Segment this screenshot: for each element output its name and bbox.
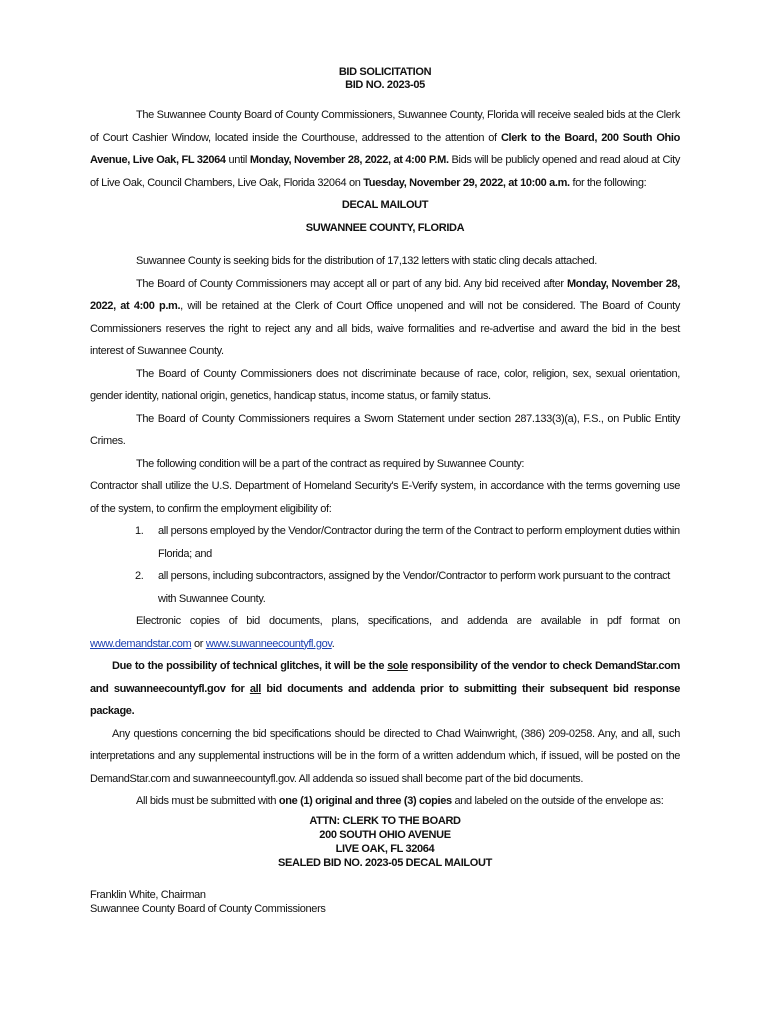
intro-text-3: Bids will be publicly opened and read aloud at City of Live Oak, Council Chambers, Live Oak, Florida 32064 on (90, 154, 680, 189)
glitch-text-1: Due to the possibility of technical glitches, it will be the (112, 660, 388, 672)
discrimination-paragraph: The Board of County Commissioners does not discriminate because of race, color, religion, sex, sexual orientation, gender identity, national origin, genetics, handicap status, income status, or family status. (90, 367, 680, 402)
list-item-number: 1. (135, 525, 144, 537)
acceptance-deadline: Monday, November 28, 2022, at 4:00 p.m. (90, 277, 680, 312)
glitch-emphasis-sole: sole (387, 660, 408, 672)
glitch-emphasis-all: all (249, 682, 262, 695)
acceptance-paragraph (90, 273, 680, 363)
condition-paragraph: The following condition will be a part of the contract as required by Suwannee County: (136, 457, 525, 470)
questions-paragraph: Any questions concerning the bid specifications should be directed to Chad Wainwright, (386) 209-0258. Any, and all, such interpretations and any supplemental instructions will be in the form of a written addendum which, if issued, will be posted on the DemandStar.com and suwanneecountyfl.gov. All addenda so issued shall become part of the bid documents. (90, 727, 680, 785)
bid-number: BID NO. 2023-05 (345, 79, 425, 91)
everify-paragraph: Contractor shall utilize the U.S. Department of Homeland Security's E-Verify system, in accordance with the terms governing use of the system, to confirm the employment eligibility of: (90, 480, 680, 515)
submission-copies: one (1) original and three (3) copies (278, 795, 452, 807)
acceptance-text-2: , will be retained at the Clerk of Court Office unopened and will not be considered. The Board of County Commissioners reserves the right to reject any and all bids, waive formalities and re-advertise and award the bid in the best interest of Suwannee County. (90, 300, 680, 357)
subject-line-2: SUWANNEE COUNTY, FLORIDA (305, 221, 465, 234)
intro-paragraph (90, 104, 680, 194)
suwannee-county-link[interactable]: www.suwanneecountyfl.gov (205, 637, 332, 650)
electronic-text-2: or (191, 637, 206, 650)
address-line-2: 200 SOUTH OHIO AVENUE (319, 828, 451, 841)
list-item-text: all persons employed by the Vendor/Contractor during the term of the Contract to perform employment duties within Florida; and (158, 525, 680, 560)
list-item (90, 565, 680, 610)
intro-clerk-address: Clerk to the Board, 200 South Ohio Avenue, Live Oak, FL 32064 (90, 131, 680, 166)
sworn-statement-paragraph: The Board of County Commissioners requires a Sworn Statement under section 287.133(3)(a), F.S., on Public Entity Crimes. (90, 412, 680, 447)
intro-text-2: until (225, 154, 250, 166)
technical-glitch-paragraph (90, 655, 680, 723)
list-item-number: 2. (135, 570, 144, 582)
signatory-name: Franklin White, Chairman (90, 888, 206, 901)
electronic-text-3: . (331, 637, 335, 650)
envelope-address-block (90, 814, 680, 870)
demandstar-link[interactable]: www.demandstar.com (90, 637, 192, 650)
list-item-text: all persons, including subcontractors, assigned by the Vendor/Contractor to perform work pursuant to the contract with Suwannee County. (158, 570, 670, 605)
eligibility-list (90, 520, 680, 610)
acceptance-text-1: The Board of County Commissioners may accept all or part of any bid. Any bid received after (136, 277, 567, 290)
glitch-text-2: responsibility of the vendor to check DemandStar.com and suwanneecountyfl.gov for (90, 660, 680, 695)
document-page (90, 66, 680, 916)
subject-heading (90, 194, 680, 239)
list-item (90, 520, 680, 565)
subject-line-1: DECAL MAILOUT (341, 199, 429, 211)
intro-deadline: Monday, November 28, 2022, at 4:00 P.M. (249, 154, 449, 166)
seeking-paragraph: Suwannee County is seeking bids for the distribution of 17,132 letters with static cling decals attached. (136, 255, 597, 267)
signatory-organization: Suwannee County Board of County Commissioners (90, 902, 326, 915)
signature-block (90, 888, 680, 916)
bid-solicitation-heading: BID SOLICITATION (338, 66, 432, 78)
address-line-4: SEALED BID NO. 2023-05 DECAL MAILOUT (278, 856, 492, 869)
submission-text-2: and labeled on the outside of the envelope as: (451, 795, 664, 807)
electronic-copies-paragraph (90, 610, 680, 655)
address-line-1: ATTN: CLERK TO THE BOARD (309, 814, 461, 827)
address-line-3: LIVE OAK, FL 32064 (335, 842, 435, 855)
submission-text-1: All bids must be submitted with (136, 795, 279, 807)
intro-opening-date: Tuesday, November 29, 2022, at 10:00 a.m. (363, 176, 570, 189)
electronic-text-1: Electronic copies of bid documents, plans, specifications, and addenda are available in pdf format on (136, 615, 680, 627)
glitch-text-3: bid documents and addenda prior to submitting their subsequent bid response package. (90, 682, 680, 717)
intro-text-1: The Suwannee County Board of County Commissioners, Suwannee County, Florida will receive sealed bids at the Clerk of Court Cashier Window, located inside the Courthouse, addressed to the attention of (90, 109, 680, 144)
intro-text-4: for the following: (569, 176, 647, 189)
submission-paragraph (90, 790, 680, 813)
document-title (90, 66, 680, 92)
